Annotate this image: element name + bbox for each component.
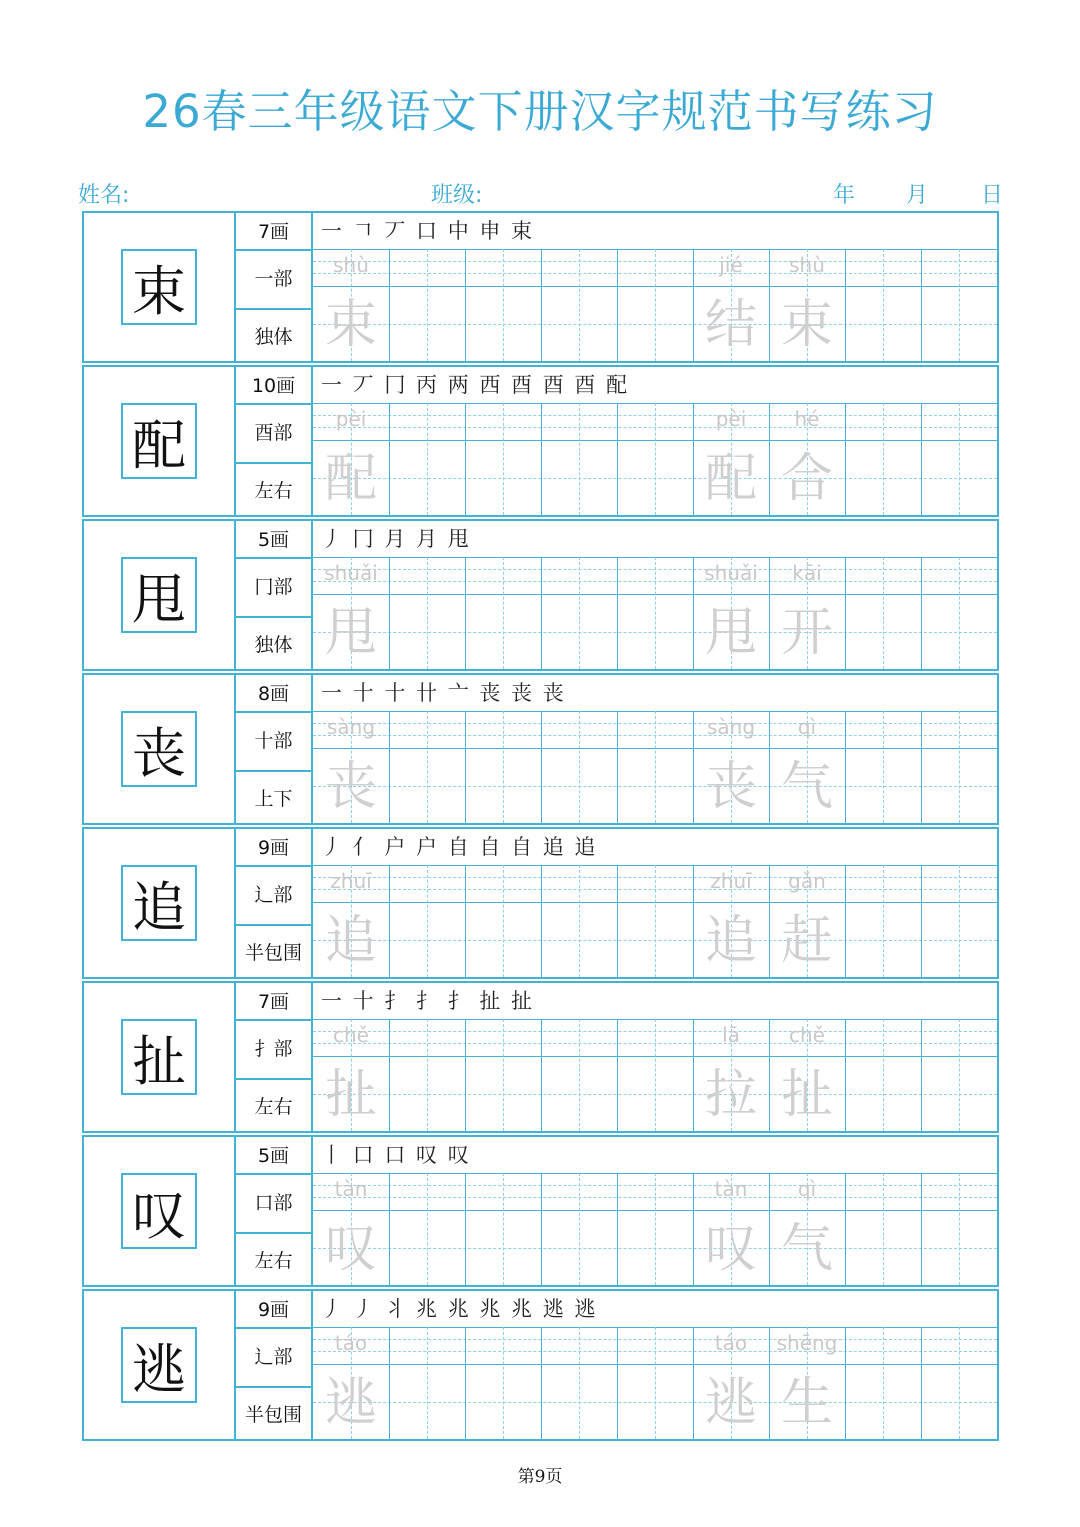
pinyin-3: hé [794, 407, 820, 431]
char-info [236, 1291, 313, 1439]
pinyin-3: qì [797, 1177, 817, 1201]
radical: 十部 [236, 711, 311, 772]
main-char-cell [84, 213, 236, 361]
pinyin-1: chě [333, 1023, 369, 1047]
structure: 上下 [254, 788, 293, 810]
writing-grid[interactable] [313, 557, 997, 669]
structure: 独体 [254, 326, 293, 348]
page-number: 第9页 [517, 1467, 563, 1487]
main-char: 叹 [121, 1173, 197, 1249]
writing-grid[interactable] [313, 1173, 997, 1285]
stroke-count: 7画 [236, 213, 311, 251]
trace-word-char-1[interactable]: 配 [704, 449, 757, 509]
main-char-cell [84, 367, 236, 515]
stroke-count: 5画 [236, 1137, 311, 1175]
writing-grid[interactable] [313, 711, 997, 823]
pinyin-1: pèi [335, 407, 367, 431]
main-char: 束 [121, 249, 197, 325]
practice-sheet [82, 211, 999, 1443]
main-char-cell [84, 521, 236, 669]
char-info [236, 829, 313, 977]
char-info [236, 367, 313, 515]
pinyin-3: qì [797, 715, 817, 739]
pinyin-3: chě [789, 1023, 825, 1047]
main-char-cell [84, 1291, 236, 1439]
structure: 左右 [254, 480, 293, 502]
character-block [82, 673, 999, 825]
character-block [82, 519, 999, 671]
trace-char-1[interactable]: 束 [324, 295, 377, 355]
radical: 口部 [236, 1173, 311, 1234]
trace-char-1[interactable]: 逃 [324, 1373, 377, 1433]
stroke-order: 一 十 十 卄 亠 丧 丧 丧 [321, 681, 566, 705]
stroke-order: 丿 冂 月 月 甩 [321, 527, 471, 551]
stroke-count: 9画 [236, 1291, 311, 1329]
character-block [82, 1289, 999, 1441]
pinyin-2: lā [722, 1023, 740, 1047]
stroke-order: 丿 丿 丬 兆 兆 兆 兆 逃 逃 [321, 1297, 598, 1321]
structure: 左右 [254, 1250, 293, 1272]
trace-word-char-1[interactable]: 逃 [704, 1373, 757, 1433]
character-block [82, 365, 999, 517]
pinyin-1: tàn [334, 1177, 368, 1201]
radical: 一部 [236, 249, 311, 310]
stroke-count: 8画 [236, 675, 311, 713]
main-char-cell [84, 983, 236, 1131]
character-block [82, 981, 999, 1133]
radical: 扌部 [236, 1019, 311, 1080]
name-label: 姓名: [78, 183, 130, 208]
pinyin-3: kāi [792, 561, 822, 585]
trace-word-char-1[interactable]: 丧 [704, 757, 757, 817]
trace-char-1[interactable]: 追 [324, 911, 377, 971]
stroke-order: 丨 口 口 叹 叹 [321, 1143, 471, 1167]
day-label: 日 [981, 183, 1004, 208]
pinyin-2: sàng [706, 715, 756, 739]
main-char: 丧 [121, 711, 197, 787]
trace-char-1[interactable]: 丧 [324, 757, 377, 817]
stroke-count: 9画 [236, 829, 311, 867]
pinyin-3: shēng [776, 1331, 838, 1355]
pinyin-3: gǎn [788, 869, 826, 893]
stroke-count: 5画 [236, 521, 311, 559]
trace-char-1[interactable]: 扯 [324, 1065, 377, 1125]
writing-grid[interactable] [313, 249, 997, 361]
char-info [236, 1137, 313, 1285]
stroke-order: 一 十 扌 扌 扌 扯 扯 [321, 989, 535, 1013]
pinyin-2: zhuī [710, 869, 752, 893]
main-char: 配 [121, 403, 197, 479]
stroke-order: 一 𠃍 丆 口 中 申 束 [321, 219, 535, 243]
pinyin-2: pèi [715, 407, 747, 431]
trace-word-char-1[interactable]: 结 [704, 295, 757, 355]
char-info [236, 983, 313, 1131]
page-title: 26春三年级语文下册汉字规范书写练习 [142, 85, 938, 138]
trace-word-char-2[interactable]: 束 [780, 295, 833, 355]
structure: 半包围 [244, 1404, 302, 1426]
radical: 冂部 [236, 557, 311, 618]
pinyin-1: sàng [326, 715, 376, 739]
main-char: 扯 [121, 1019, 197, 1095]
class-label: 班级: [431, 183, 483, 208]
stroke-count: 7画 [236, 983, 311, 1021]
character-block [82, 211, 999, 363]
trace-word-char-1[interactable]: 拉 [704, 1065, 757, 1125]
radical: 酉部 [236, 403, 311, 464]
trace-word-char-1[interactable]: 追 [704, 911, 757, 971]
radical: 辶部 [236, 865, 311, 926]
stroke-order: 丿 亻 户 户 自 自 自 追 追 [321, 835, 598, 859]
pinyin-1: shuǎi [324, 561, 378, 585]
pinyin-3: shù [789, 253, 825, 277]
main-char-cell [84, 829, 236, 977]
radical: 辶部 [236, 1327, 311, 1388]
char-info [236, 213, 313, 361]
main-char-cell [84, 675, 236, 823]
trace-word-char-2[interactable]: 气 [780, 1219, 833, 1279]
trace-word-char-2[interactable]: 赶 [780, 911, 833, 971]
trace-char-1[interactable]: 配 [324, 449, 377, 509]
trace-word-char-2[interactable]: 气 [780, 757, 833, 817]
character-block [82, 827, 999, 979]
writing-grid[interactable] [313, 403, 997, 515]
trace-word-char-1[interactable]: 叹 [704, 1219, 757, 1279]
character-block [82, 1135, 999, 1287]
stroke-order: 一 丆 冂 丙 两 西 酉 酉 酉 配 [321, 373, 630, 397]
main-char-cell [84, 1137, 236, 1285]
structure: 左右 [254, 1096, 293, 1118]
char-info [236, 521, 313, 669]
structure: 半包围 [244, 942, 302, 964]
pinyin-1: zhuī [330, 869, 372, 893]
trace-word-char-2[interactable]: 生 [780, 1373, 833, 1433]
pinyin-1: táo [334, 1331, 368, 1355]
pinyin-1: shù [333, 253, 369, 277]
trace-word-char-2[interactable]: 合 [780, 449, 833, 509]
structure: 独体 [254, 634, 293, 656]
trace-word-char-2[interactable]: 扯 [780, 1065, 833, 1125]
pinyin-2: tàn [714, 1177, 748, 1201]
pinyin-2: táo [714, 1331, 748, 1355]
pinyin-2: shuǎi [704, 561, 758, 585]
main-char: 追 [121, 865, 197, 941]
pinyin-2: jié [719, 253, 743, 277]
writing-grid[interactable] [313, 1019, 997, 1131]
writing-grid[interactable] [313, 1327, 997, 1439]
trace-word-char-1[interactable]: 甩 [704, 603, 757, 663]
trace-word-char-2[interactable]: 开 [780, 603, 833, 663]
writing-grid[interactable] [313, 865, 997, 977]
main-char: 甩 [121, 557, 197, 633]
char-info [236, 675, 313, 823]
stroke-count: 10画 [236, 367, 311, 405]
month-label: 月 [906, 183, 929, 208]
trace-char-1[interactable]: 甩 [324, 603, 377, 663]
trace-char-1[interactable]: 叹 [324, 1219, 377, 1279]
year-label: 年 [833, 183, 856, 208]
main-char: 逃 [121, 1327, 197, 1403]
